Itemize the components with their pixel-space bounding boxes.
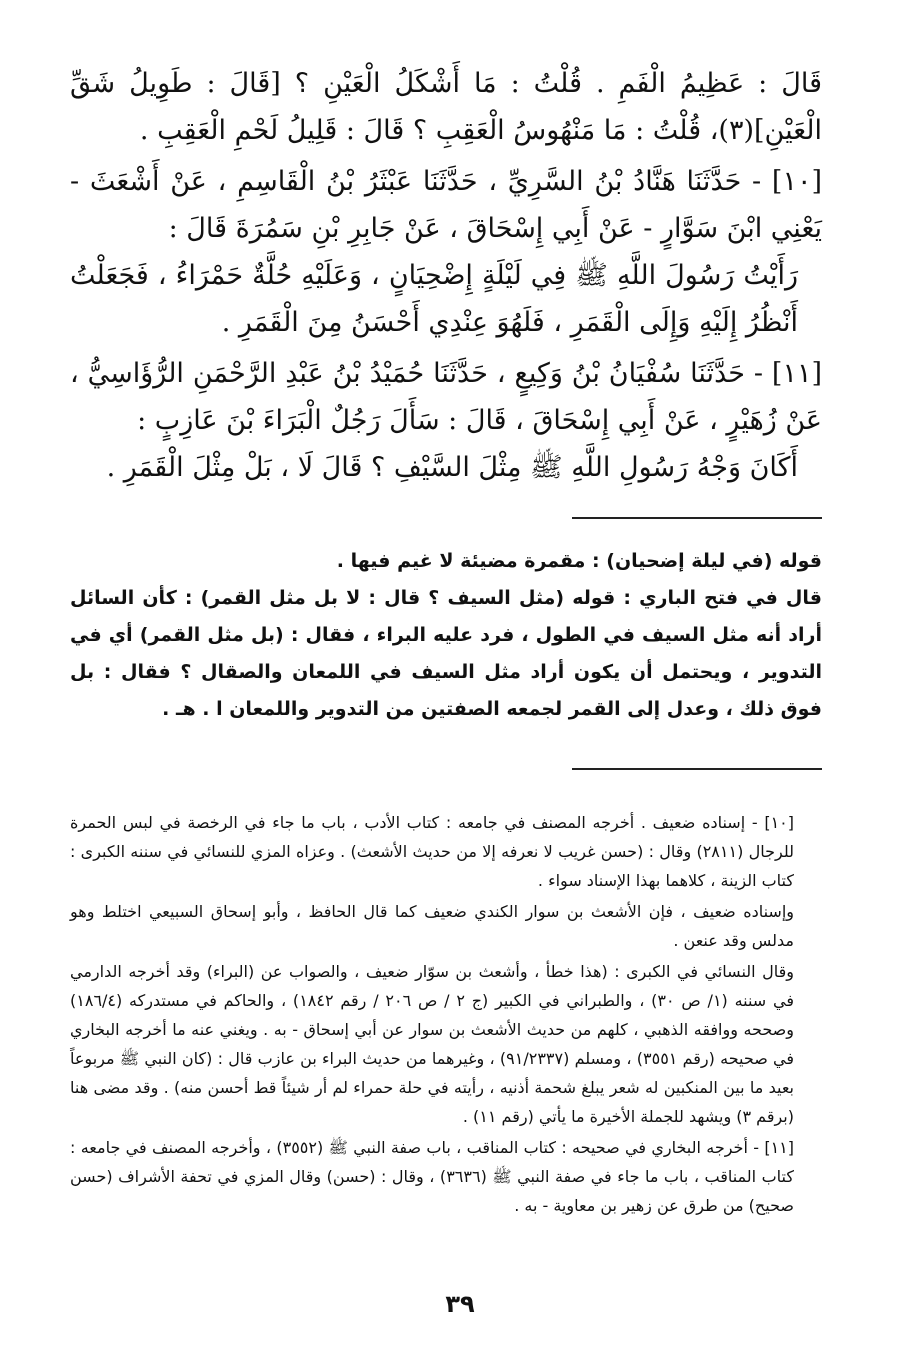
commentary-divider: [572, 517, 822, 519]
footnote-11: [١١] - أخرجه البخاري في صحيحه : كتاب المناقب ، باب صفة النبي ﷺ (٣٥٥٢) ، وأخرجه المصنف في جامعه : كتاب المناقب ، باب ما جاء في صفة النبي ﷺ (٣٦٣٦) ، وقال : (حسن) وقال المزي في تحفة الأشراف (حسن صحيح) من طرق عن زهير بن معاوية - به .: [70, 1138, 795, 1215]
footnote-10: [١٠] - إسناده ضعيف . أخرجه المصنف في جامعه : كتاب الأدب ، باب ما جاء في الرخصة في لبس الحمرة للرجال (٢٨١١) وقال : (حسن غريب لا نعرفه إلا من حديث الأشعث) . وعزاه المزي للنسائي في سننه الكبرى : كتاب الزينة ، كلاهما بهذا الإسناد سواء .: [70, 813, 795, 890]
commentary-line: قال في فتح الباري : قوله (مثل السيف ؟ قال : لا بل مثل القمر) : كأن السائل أراد أنه مثل السيف في الطول ، فرد عليه البراء ، فقال : (بل مثل القمر) أي في التدوير ، ويحتمل أن يكون أراد مثل السيف في اللمعان والصقال ؟ فقال : بل فوق ذلك ، وعدل إلى القمر لجمعه الصفتين من التدوير واللمعان ا . هـ .: [70, 587, 822, 720]
hadith-9-ending: قَالَ : عَظِيمُ الْفَمِ . قُلْتُ : مَا أَشْكَلُ الْعَيْنِ ؟ [قَالَ : طَوِيلُ شَقِّ الْعَيْنِ](٣)، قُلْتُ : مَا مَنْهُوسُ الْعَقِبِ ؟ قَالَ : قَلِيلُ لَحْمِ الْعَقِبِ .: [70, 68, 822, 146]
hadith-10-text: رَأَيْتُ رَسُولَ اللَّهِ ﷺ فِي لَيْلَةٍ إِضْحِيَانٍ ، وَعَلَيْهِ حُلَّةٌ حَمْرَاءُ ، فَجَعَلْتُ أَنْظُرُ إِلَيْهِ وَإِلَى الْقَمَرِ ، فَلَهُوَ عِنْدِي أَحْسَنُ مِنَ الْقَمَرِ .: [70, 260, 798, 338]
main-text: [70, 60, 822, 491]
page-number: ٣٩: [445, 1290, 475, 1318]
footnote-10-nasai: وقال النسائي في الكبرى : (هذا خطأ ، وأشعث بن سوّار ضعيف ، والصواب عن (البراء) وقد أخرجه الدارمي في سننه (١/ ص ٣٠) ، والطبراني في الكبير (ج ٢ / ص ٢٠٦ / رقم ١٨٤٢) ، والحاكم في مستدركه (١٨٦/٤) وصححه ووافقه الذهبي ، كلهم من حديث الأشعث بن سوار عن أبي إسحاق - به . ويغني عنه ما أخرجه البخاري في صحيحه (رقم ٣٥٥١) ، ومسلم (٩١/٢٣٣٧) ، وغيرهما من حديث البراء بن عازب قال : (كان النبي ﷺ مربوعاً بعيد ما بين المنكبين له شعر يبلغ شحمة أذنيه ، رأيته في حلة حمراء لم أر شيئاً قط أحسن منه) . وقد مضى هنا (برقم ٣) ويشهد للجملة الأخيرة ما يأتي (رقم ١١) .: [70, 962, 795, 1126]
footnote-10-isnad: وإسناده ضعيف ، فإن الأشعث بن سوار الكندي ضعيف كما قال الحافظ ، وأبو إسحاق السبيعي اختلط وهو مدلس وقد عنعن .: [70, 902, 794, 950]
hadith-11-chain: [١١] - حَدَّثَنَا سُفْيَانُ بْنُ وَكِيعٍ ، حَدَّثَنَا حُمَيْدُ بْنُ عَبْدِ الرَّحْمَنِ الرُّؤَاسِيُّ ، عَنْ زُهَيْرٍ ، عَنْ أَبِي إِسْحَاقَ ، قَالَ : سَأَلَ رَجُلٌ الْبَرَاءَ بْنَ عَازِبٍ :: [70, 358, 822, 436]
footnotes-divider: [572, 768, 822, 770]
hadith-11-text: أَكَانَ وَجْهُ رَسُولِ اللَّهِ ﷺ مِثْلَ السَّيْفِ ؟ قَالَ لَا ، بَلْ مِثْلَ الْقَمَرِ .: [106, 452, 798, 483]
hadith-10-chain: [١٠] - حَدَّثَنَا هَنَّادُ بْنُ السَّرِيِّ ، حَدَّثَنَا عَبْثَرُ بْنُ الْقَاسِمِ ، عَنْ أَشْعَثَ - يَعْنِي ابْنَ سَوَّارٍ - عَنْ أَبِي إِسْحَاقَ ، عَنْ جَابِرِ بْنِ سَمُرَةَ قَالَ :: [70, 166, 822, 244]
commentary-section: [70, 543, 822, 728]
commentary-line: قوله (في ليلة إضحيان) : مقمرة مضيئة لا غيم فيها .: [336, 550, 822, 572]
footnotes-section: [70, 808, 822, 1220]
book-page: [70, 60, 822, 1360]
